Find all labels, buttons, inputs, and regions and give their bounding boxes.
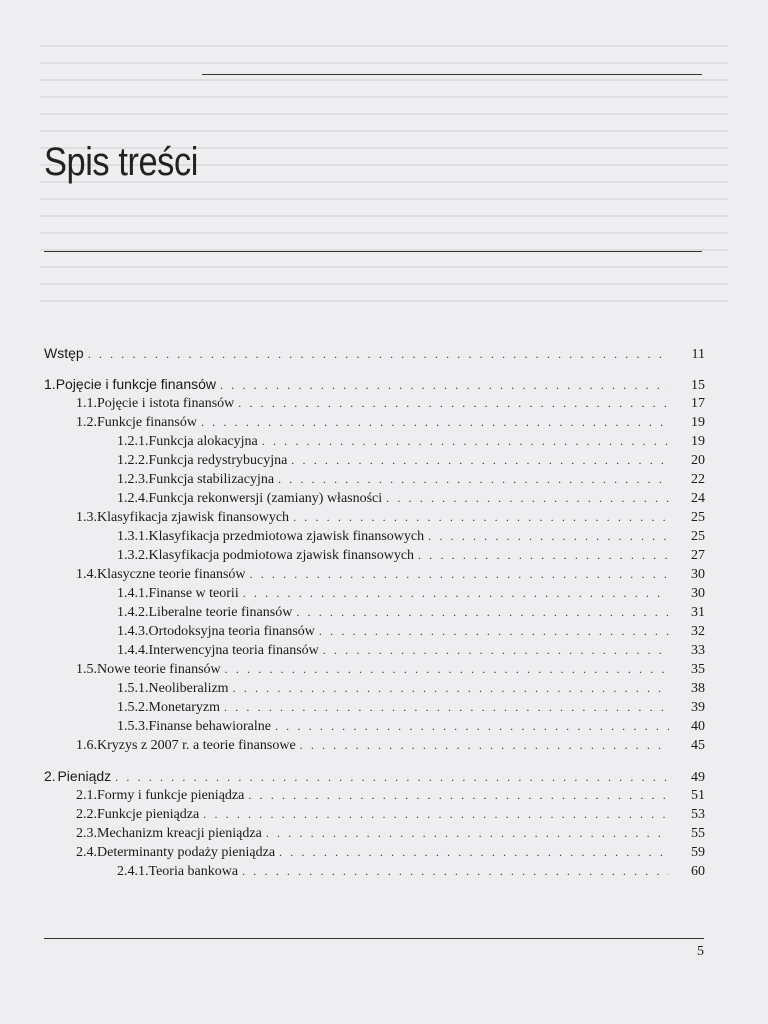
- dot-leader: [293, 510, 669, 525]
- dot-leader: [225, 662, 669, 677]
- toc-entry-number: 1.5.3.: [117, 719, 149, 734]
- toc-entry-number: 2.2.: [76, 807, 97, 822]
- toc-entry-page: 33: [691, 643, 705, 658]
- toc-entry-page: 22: [691, 472, 705, 487]
- toc-entry-label: Kryzys z 2007 r. a teorie finansowe: [97, 738, 296, 753]
- toc-entry: [44, 396, 705, 415]
- toc-entry-label: Klasyczne teorie finansów: [97, 567, 246, 582]
- table-of-contents: [44, 345, 705, 883]
- toc-entry-number: 1.3.1.: [117, 529, 149, 544]
- dot-leader: [428, 529, 669, 544]
- toc-entry-page: 20: [691, 453, 705, 468]
- toc-entry: [44, 624, 705, 643]
- dot-leader: [291, 453, 669, 468]
- toc-entry-label: Finanse w teorii: [148, 586, 239, 601]
- dot-leader: [248, 788, 669, 803]
- dot-leader: [238, 396, 669, 411]
- dot-leader: [386, 491, 669, 506]
- toc-entry-label: Funkcja redystrybucyjna: [148, 453, 288, 468]
- dot-leader: [233, 681, 669, 696]
- toc-entry-number: 1.2.1.: [117, 434, 149, 449]
- toc-entry: [44, 788, 705, 807]
- toc-entry-number: 2.4.1.: [117, 864, 149, 879]
- toc-entry: [44, 807, 705, 826]
- dot-leader: [279, 845, 669, 860]
- toc-entry-label: Klasyfikacja zjawisk finansowych: [97, 510, 290, 525]
- toc-entry-page: 30: [691, 586, 705, 601]
- toc-entry-label: Ortodoksyjna teoria finansów: [148, 624, 315, 639]
- toc-entry: [44, 768, 705, 788]
- toc-entry-number: 1.4.: [76, 567, 97, 582]
- toc-entry-number: 1.2.2.: [117, 453, 149, 468]
- toc-entry: [44, 643, 705, 662]
- toc-entry: [44, 681, 705, 700]
- toc-entry-label: Determinanty podaży pieniądza: [97, 845, 276, 860]
- toc-entry: [44, 662, 705, 681]
- toc-entry-page: 11: [691, 347, 705, 362]
- toc-entry-label: Pojęcie i funkcje finansów: [55, 376, 216, 392]
- toc-entry-number: 1.3.: [76, 510, 97, 525]
- toc-entry-page: 25: [691, 510, 705, 525]
- toc-entry: [44, 472, 705, 491]
- toc-entry-label: Mechanizm kreacji pieniądza: [97, 826, 262, 841]
- toc-entry: [44, 738, 705, 757]
- toc-entry-label: Funkcje finansów: [97, 415, 197, 430]
- title-rule: [44, 251, 702, 252]
- toc-entry-label: Interwencyjna teoria finansów: [148, 643, 319, 658]
- toc-entry-label: Pieniądz: [57, 768, 112, 784]
- toc-entry-label: Liberalne teorie finansów: [148, 605, 293, 620]
- toc-entry: [44, 719, 705, 738]
- toc-entry-page: 24: [691, 491, 705, 506]
- toc-entry-number: 2.3.: [76, 826, 97, 841]
- toc-entry: [44, 415, 705, 434]
- toc-entry-number: 1.4.4.: [117, 643, 149, 658]
- toc-entry-label: Funkcja rekonwersji (zamiany) własności: [148, 491, 383, 506]
- toc-entry: [44, 529, 705, 548]
- dot-leader: [88, 347, 669, 362]
- toc-entry: [44, 567, 705, 586]
- toc-entry-label: Nowe teorie finansów: [97, 662, 221, 677]
- toc-entry-number: 1.6.: [76, 738, 97, 753]
- toc-entry-page: 59: [691, 845, 705, 860]
- toc-entry-page: 49: [691, 770, 705, 785]
- toc-entry: [44, 434, 705, 453]
- dot-leader: [296, 605, 669, 620]
- dot-leader: [418, 548, 669, 563]
- dot-leader: [224, 700, 669, 715]
- toc-entry-label: Monetaryzm: [148, 700, 221, 715]
- dot-leader: [203, 807, 669, 822]
- toc-entry-label: Neoliberalizm: [148, 681, 229, 696]
- toc-entry-page: 45: [691, 738, 705, 753]
- toc-entry-label: Klasyfikacja przedmiotowa zjawisk finansowych: [148, 529, 425, 544]
- toc-entry-number: 2.: [44, 768, 56, 784]
- header-rule: [202, 74, 702, 75]
- toc-entry-label: Teoria bankowa: [148, 864, 239, 879]
- toc-entry-page: 60: [691, 864, 705, 879]
- dot-leader: [201, 415, 669, 430]
- dot-leader: [262, 434, 669, 449]
- toc-entry-number: 1.2.3.: [117, 472, 149, 487]
- toc-entry-number: 1.4.2.: [117, 605, 149, 620]
- dot-leader: [266, 826, 669, 841]
- toc-entry-label: Wstęp: [44, 345, 84, 361]
- dot-leader: [220, 378, 669, 393]
- dot-leader: [300, 738, 669, 753]
- toc-entry-page: 17: [691, 396, 705, 411]
- toc-entry: [44, 548, 705, 567]
- dot-leader: [243, 586, 669, 601]
- toc-entry-page: 51: [691, 788, 705, 803]
- toc-entry: [44, 605, 705, 624]
- toc-entry-page: 39: [691, 700, 705, 715]
- toc-entry-number: 1.5.: [76, 662, 97, 677]
- page-number: 5: [697, 944, 704, 959]
- toc-entry-page: 15: [691, 378, 705, 393]
- toc-entry: [44, 826, 705, 845]
- toc-entry-label: Klasyfikacja podmiotowa zjawisk finansowych: [148, 548, 415, 563]
- toc-entry-page: 53: [691, 807, 705, 822]
- toc-entry: [44, 845, 705, 864]
- toc-entry: [44, 700, 705, 719]
- toc-entry-page: 55: [691, 826, 705, 841]
- dot-leader: [278, 472, 669, 487]
- toc-entry-label: Formy i funkcje pieniądza: [97, 788, 245, 803]
- toc-entry: [44, 345, 705, 365]
- toc-entry-number: 1.2.4.: [117, 491, 149, 506]
- dot-leader: [319, 624, 669, 639]
- footer-rule: [44, 938, 704, 939]
- toc-entry-page: 32: [691, 624, 705, 639]
- toc-entry: [44, 864, 705, 883]
- toc-entry: [44, 491, 705, 510]
- toc-entry-number: 1.4.1.: [117, 586, 149, 601]
- toc-entry-label: Funkcja stabilizacyjna: [148, 472, 275, 487]
- dot-leader: [242, 864, 669, 879]
- toc-entry-label: Funkcje pieniądza: [97, 807, 200, 822]
- toc-entry-number: 1.2.: [76, 415, 97, 430]
- toc-entry-number: 1.5.1.: [117, 681, 149, 696]
- toc-entry-page: 19: [691, 434, 705, 449]
- toc-entry-label: Funkcja alokacyjna: [148, 434, 258, 449]
- dot-leader: [250, 567, 670, 582]
- toc-entry-page: 38: [691, 681, 705, 696]
- toc-entry-number: 1.3.2.: [117, 548, 149, 563]
- toc-entry: [44, 586, 705, 605]
- toc-entry-number: 2.4.: [76, 845, 97, 860]
- toc-entry: [44, 453, 705, 472]
- toc-entry-page: 31: [691, 605, 705, 620]
- toc-entry-page: 19: [691, 415, 705, 430]
- toc-entry-label: Finanse behawioralne: [148, 719, 271, 734]
- toc-entry-page: 25: [691, 529, 705, 544]
- dot-leader: [115, 770, 669, 785]
- toc-entry-label: Pojęcie i istota finansów: [97, 396, 235, 411]
- toc-entry-number: 1.4.3.: [117, 624, 149, 639]
- page-title: Spis treści: [44, 140, 198, 184]
- toc-entry-page: 27: [691, 548, 705, 563]
- toc-entry-number: 1.1.: [76, 396, 97, 411]
- toc-entry-page: 30: [691, 567, 705, 582]
- toc-entry-number: 1.5.2.: [117, 700, 149, 715]
- dot-leader: [275, 719, 669, 734]
- toc-entry-number: 2.1.: [76, 788, 97, 803]
- dot-leader: [323, 643, 669, 658]
- toc-entry: [44, 510, 705, 529]
- toc-entry-number: 1.: [44, 376, 56, 392]
- toc-entry: [44, 376, 705, 396]
- toc-entry-page: 35: [691, 662, 705, 677]
- toc-entry-page: 40: [691, 719, 705, 734]
